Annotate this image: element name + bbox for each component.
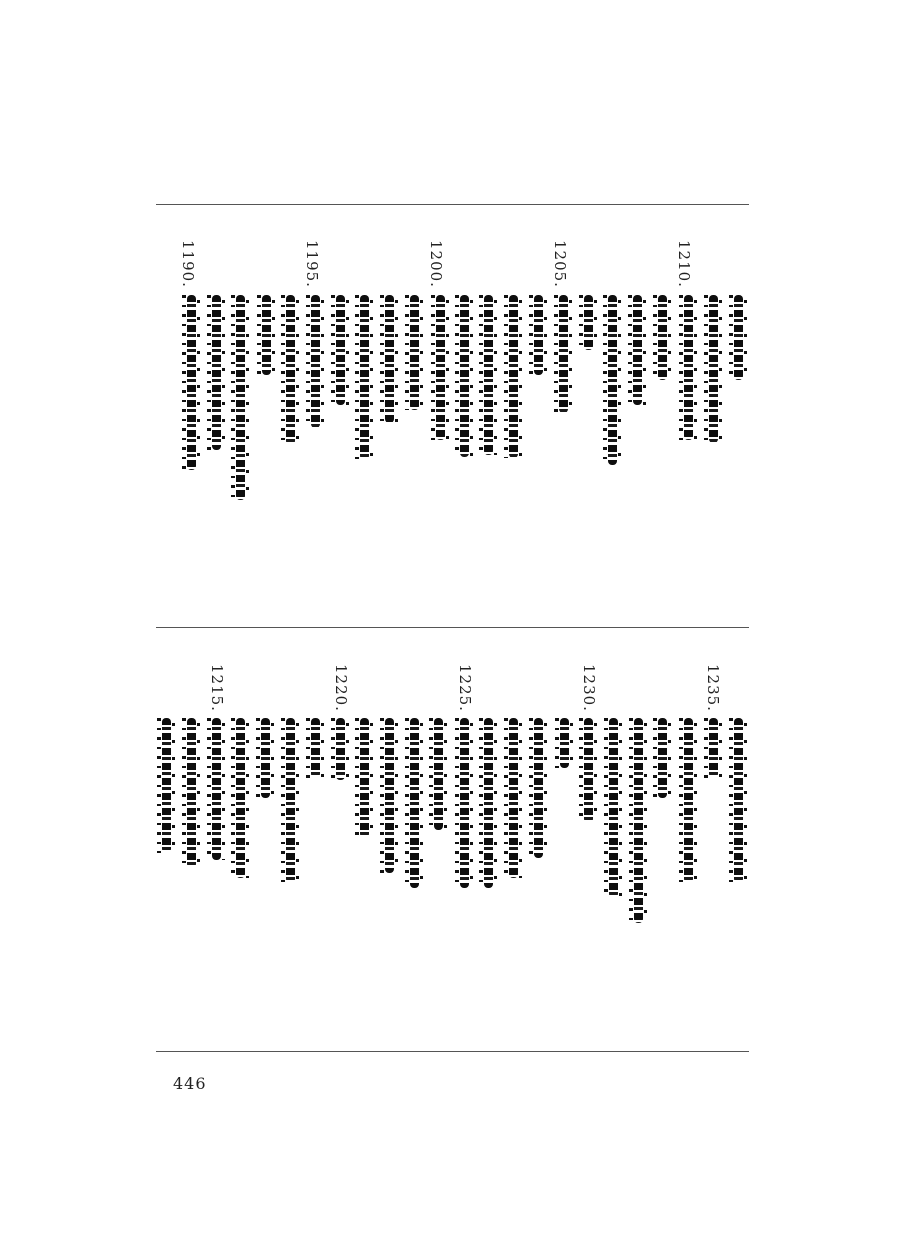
verse-line-1209 xyxy=(658,295,667,380)
verse-line-1206 xyxy=(584,295,593,350)
verse-line-1211 xyxy=(709,295,718,443)
verse-line-1212 xyxy=(734,295,743,380)
verse-line-1190 xyxy=(187,295,196,470)
line-number: 1235. xyxy=(704,664,722,712)
verse-line-1205 xyxy=(559,295,568,413)
verse-line-1227 xyxy=(509,718,518,878)
page-number: 446 xyxy=(173,1074,207,1093)
verse-line-1214 xyxy=(187,718,196,868)
line-number: 1190. xyxy=(179,240,197,288)
verse-line-1220 xyxy=(336,718,345,780)
verse-line-1195 xyxy=(311,295,320,428)
verse-line-1218 xyxy=(286,718,295,883)
line-number: 1225. xyxy=(456,664,474,712)
verse-line-1236 xyxy=(734,718,743,883)
bottom-rule xyxy=(156,1051,749,1052)
verse-line-1233 xyxy=(658,718,667,798)
verse-line-1217 xyxy=(261,718,270,798)
verse-line-1197 xyxy=(360,295,369,460)
verse-line-1215 xyxy=(212,718,221,860)
verse-line-1204 xyxy=(534,295,543,375)
verse-line-1191 xyxy=(212,295,221,450)
verse-line-1202 xyxy=(484,295,493,455)
verse-line-1200 xyxy=(436,295,445,440)
verse-line-1213 xyxy=(162,718,171,853)
verse-line-1192 xyxy=(236,295,245,500)
verse-line-1231 xyxy=(609,718,618,898)
line-number: 1205. xyxy=(551,240,569,288)
verse-line-1196 xyxy=(336,295,345,405)
verse-line-1221 xyxy=(360,718,369,838)
line-number: 1200. xyxy=(427,240,445,288)
verse-line-1198 xyxy=(385,295,394,423)
verse-line-1194 xyxy=(286,295,295,445)
middle-rule xyxy=(156,627,749,628)
line-number: 1210. xyxy=(675,240,693,288)
verse-line-1208 xyxy=(633,295,642,405)
verse-line-1225 xyxy=(460,718,469,888)
verse-line-1193 xyxy=(262,295,271,375)
verse-line-1226 xyxy=(484,718,493,888)
verse-line-1219 xyxy=(311,718,320,778)
verse-line-1228 xyxy=(534,718,543,858)
verse-line-1210 xyxy=(684,295,693,440)
verse-line-1230 xyxy=(584,718,593,823)
line-number: 1195. xyxy=(303,240,321,288)
top-rule xyxy=(156,204,749,205)
verse-line-1207 xyxy=(608,295,617,465)
line-number: 1215. xyxy=(208,664,226,712)
verse-line-1223 xyxy=(410,718,419,888)
verse-line-1201 xyxy=(460,295,469,457)
verse-line-1229 xyxy=(560,718,569,768)
verse-line-1224 xyxy=(434,718,443,830)
verse-line-1234 xyxy=(684,718,693,883)
verse-line-1232 xyxy=(634,718,643,923)
verse-line-1216 xyxy=(236,718,245,878)
line-number: 1230. xyxy=(580,664,598,712)
verse-line-1235 xyxy=(709,718,718,778)
verse-line-1203 xyxy=(509,295,518,458)
line-number: 1220. xyxy=(332,664,350,712)
verse-line-1199 xyxy=(410,295,419,410)
verse-line-1222 xyxy=(385,718,394,873)
